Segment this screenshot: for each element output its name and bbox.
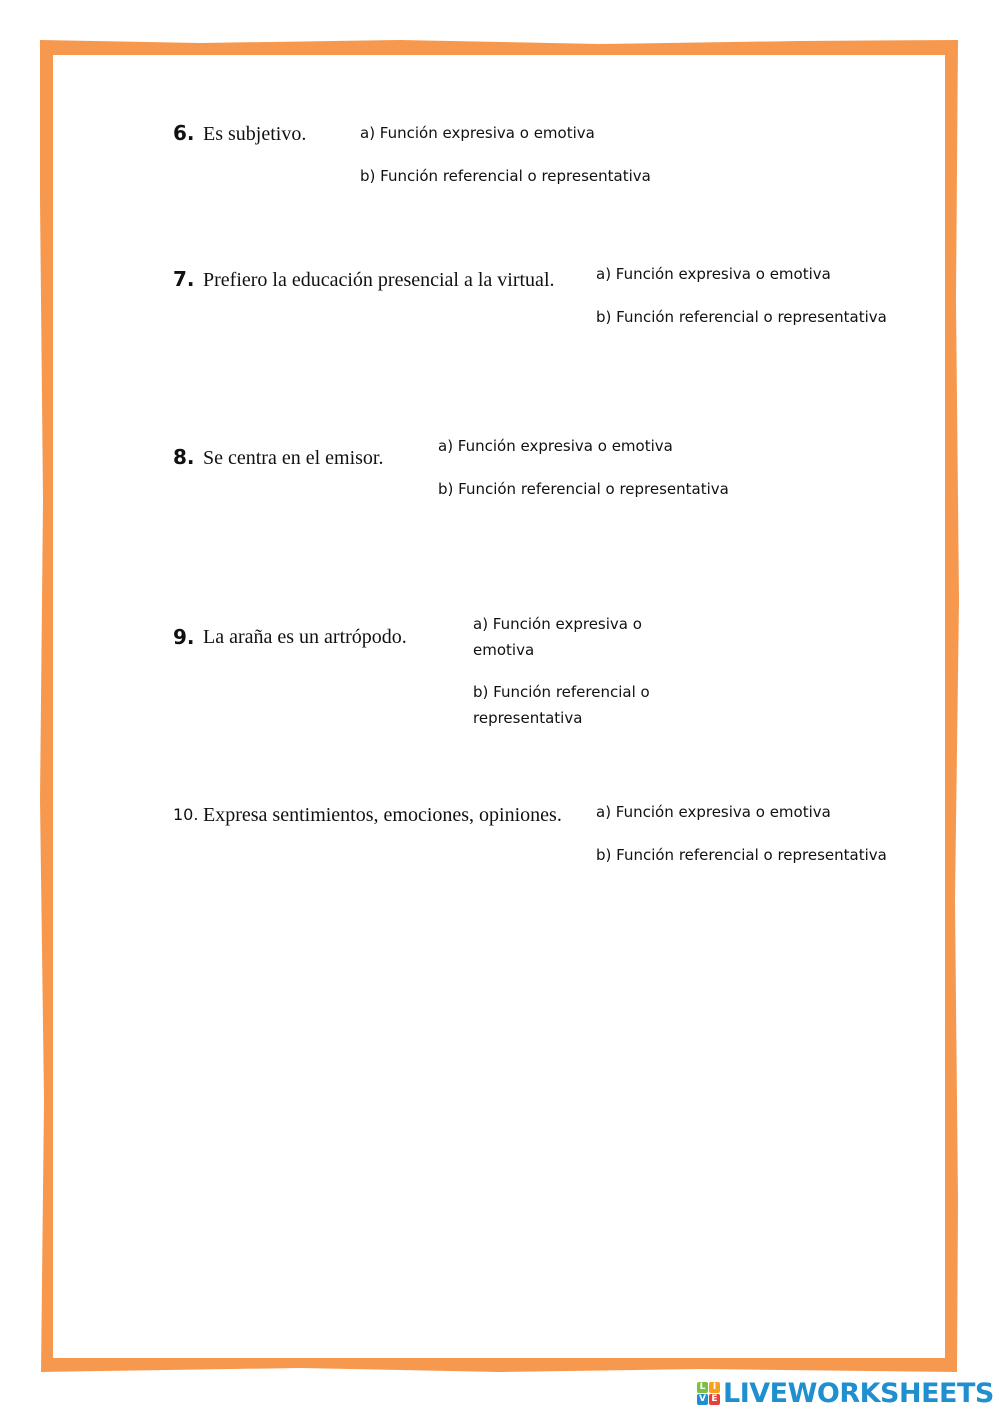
- brand-name: LIVEWORKSHEETS: [723, 1377, 994, 1409]
- option-b[interactable]: b) Función referencial o representativa: [360, 167, 651, 185]
- question-text: Expresa sentimientos, emociones, opiniones.: [203, 804, 562, 826]
- logo-icon: [697, 1382, 720, 1405]
- question-text: La araña es un artrópodo.: [203, 626, 407, 648]
- question-number: 9.: [173, 625, 195, 649]
- option-b[interactable]: b) Función referencial o representativa: [473, 683, 650, 727]
- option-b[interactable]: b) Función referencial o representativa: [438, 480, 729, 498]
- question-text: Es subjetivo.: [203, 123, 307, 145]
- question-number: 7.: [173, 267, 195, 291]
- question-text: Prefiero la educación presencial a la virtual.: [203, 269, 555, 291]
- logo-letter: E: [709, 1394, 720, 1405]
- logo-letter: V: [697, 1394, 708, 1405]
- option-a[interactable]: a) Función expresiva o emotiva: [438, 437, 673, 455]
- liveworksheets-logo: [697, 1376, 994, 1410]
- question-number: 8.: [173, 445, 195, 469]
- question-text: Se centra en el emisor.: [203, 447, 384, 469]
- question-number: 6.: [173, 121, 195, 145]
- option-a[interactable]: a) Función expresiva o emotiva: [596, 265, 831, 283]
- option-b[interactable]: b) Función referencial o representativa: [596, 846, 887, 864]
- option-a[interactable]: a) Función expresiva o emotiva: [360, 124, 595, 142]
- logo-letter: L: [697, 1382, 708, 1393]
- option-b[interactable]: b) Función referencial o representativa: [596, 308, 887, 326]
- logo-letter: I: [709, 1382, 720, 1393]
- question-number: 10.: [173, 805, 199, 824]
- option-a[interactable]: a) Función expresiva o emotiva: [473, 615, 642, 659]
- option-a[interactable]: a) Función expresiva o emotiva: [596, 803, 831, 821]
